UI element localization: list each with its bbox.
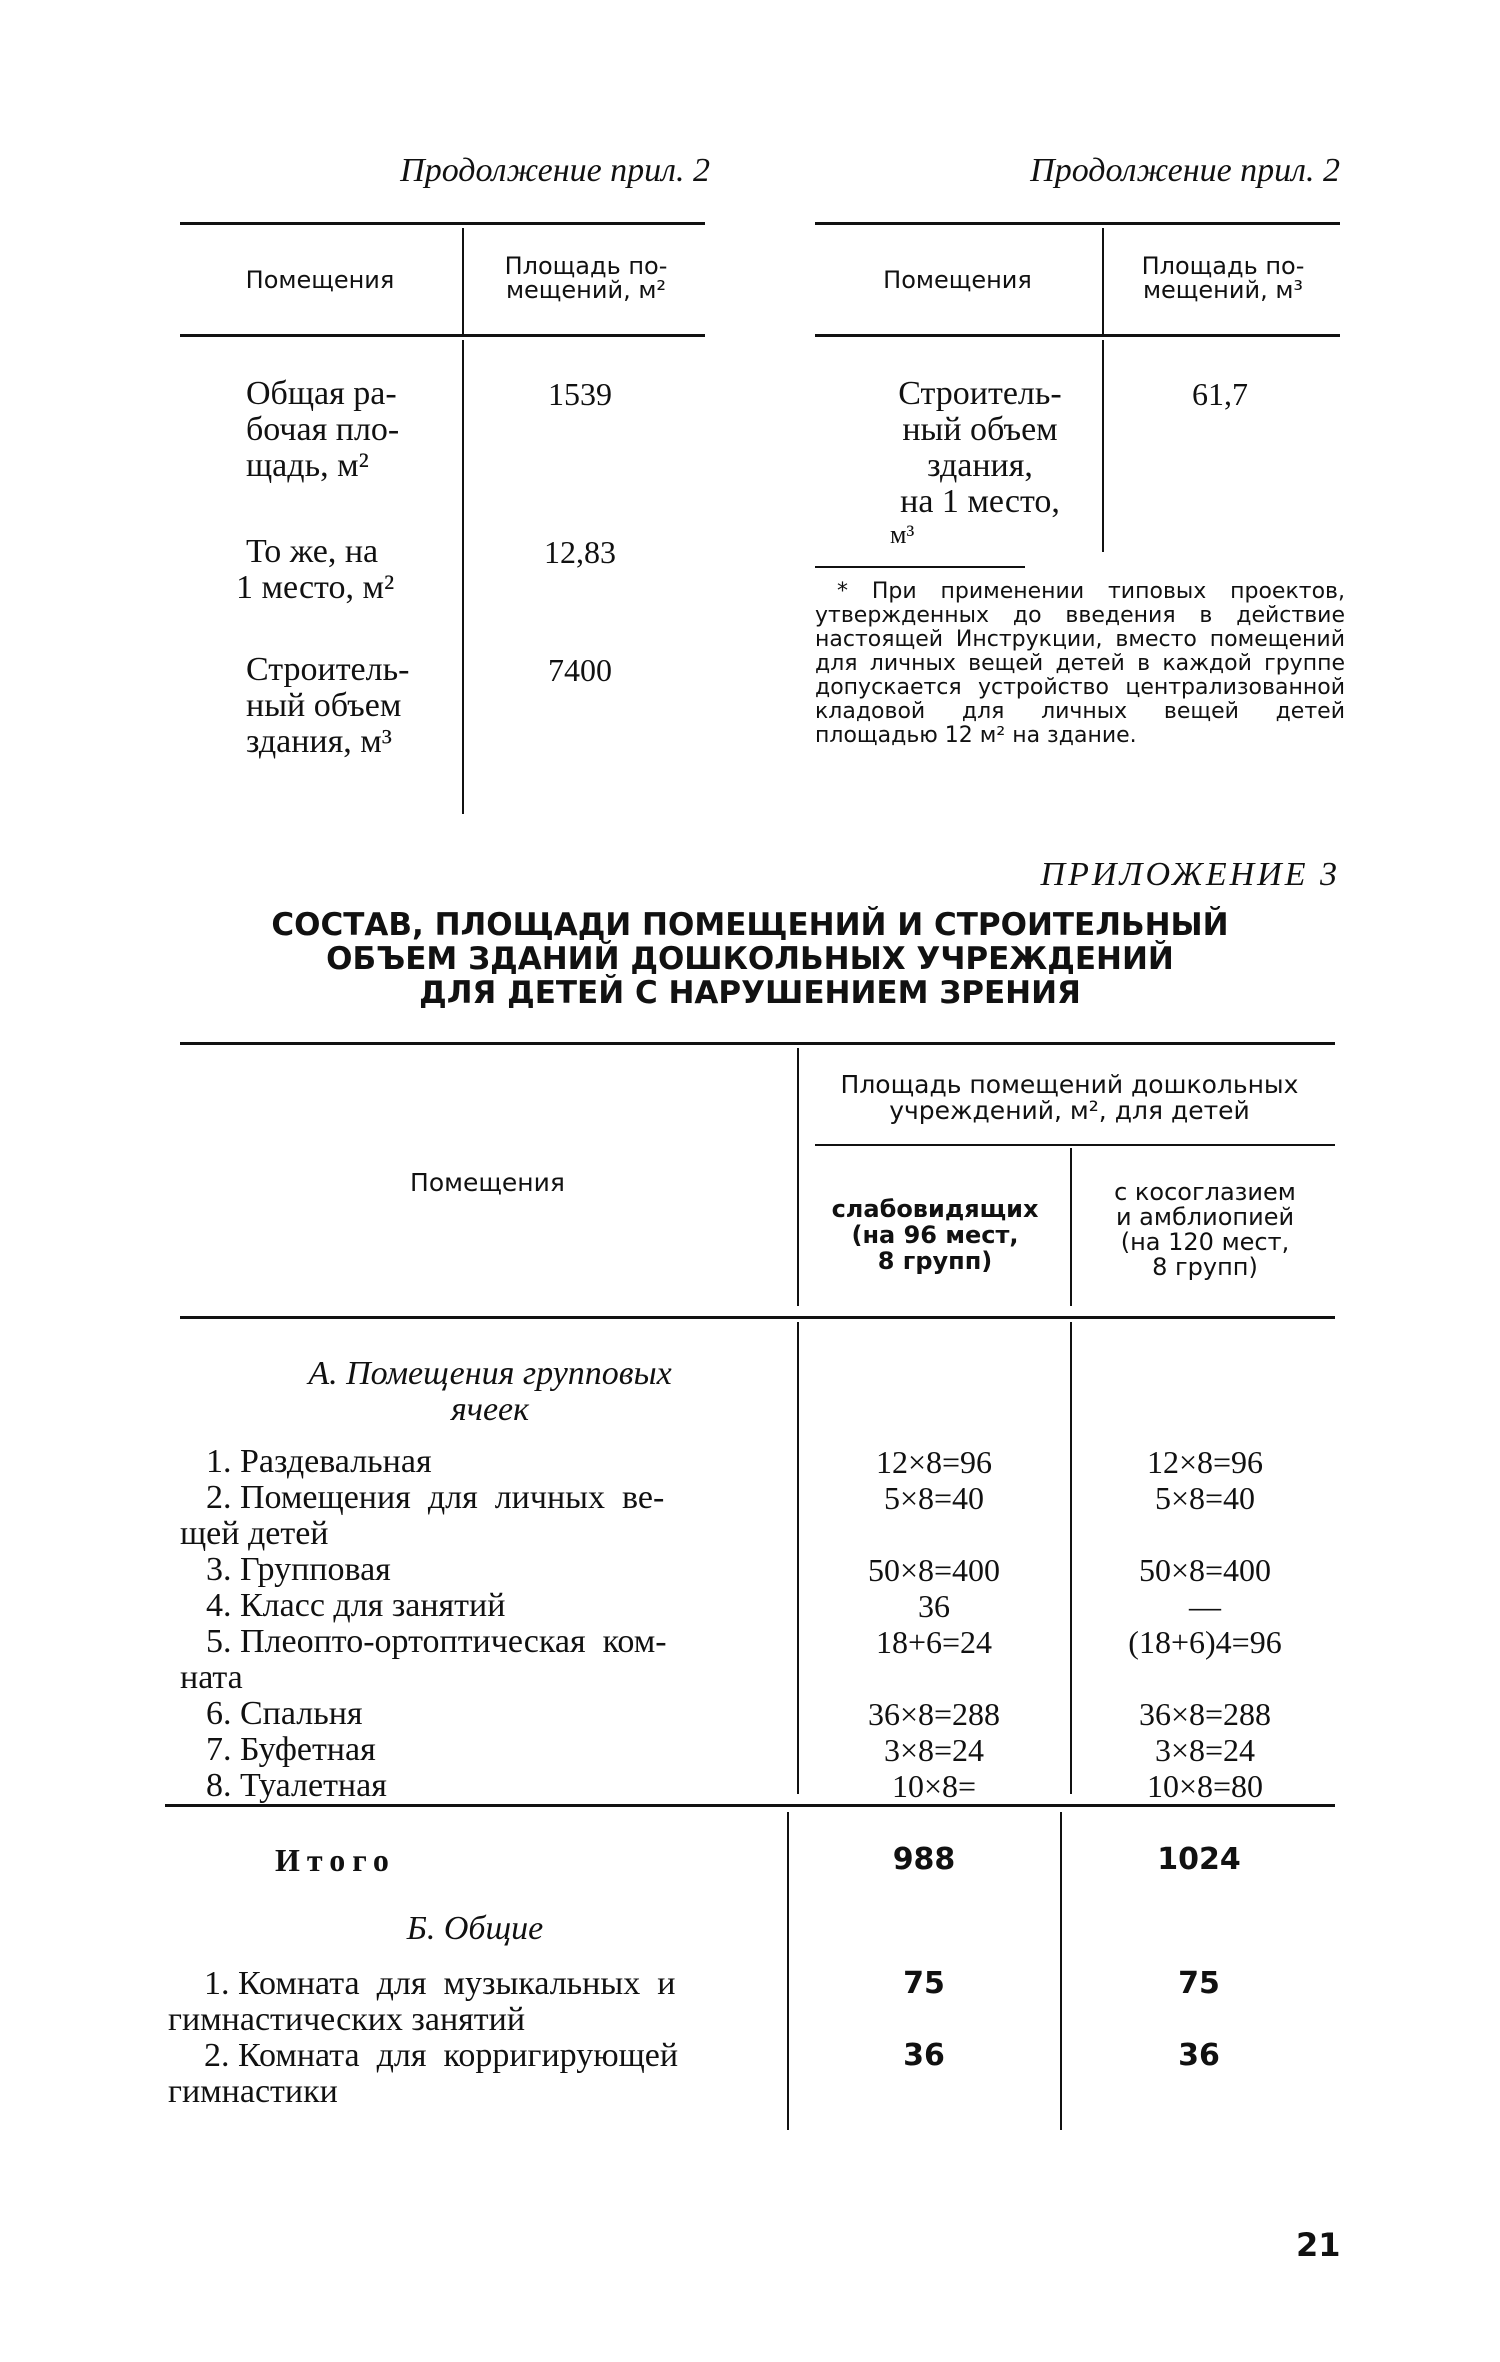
- left-col-area-header: [466, 254, 706, 302]
- left-table-header-rule: [180, 334, 705, 337]
- left-row-per-place: [236, 534, 456, 606]
- left-col-area-header-line2: мещений, м²: [505, 276, 667, 304]
- main-subheader-line: 8 групп): [877, 1247, 993, 1275]
- main-group-header: [802, 1072, 1337, 1124]
- left-col-area-header-line1: Площадь по-: [504, 252, 668, 280]
- row-value-strabismus: 5×8=40: [1154, 1480, 1256, 1516]
- right-row-label-line: на 1 место,: [900, 483, 1060, 520]
- section-b-heading: Б. Общие: [406, 1910, 544, 1947]
- main-subheader-line: 8 групп): [1152, 1253, 1258, 1281]
- row-value-low-vision: 36: [918, 1588, 950, 1624]
- footnote-text: * При применении типовых проектов, утвержденных до введения в действие настоящей Инструкции, вместо помещений для личных вещей детей в каждой группе допускается устройство централизованной кладовой для личных вещей детей площадью 12 м² на здание.: [815, 579, 1345, 748]
- main-subheader-strabismus: [1074, 1180, 1336, 1280]
- appendix-title-line: ОБЪЕМ ЗДАНИЙ ДОШКОЛЬНЫХ УЧРЕЖДЕНИЙ: [326, 941, 1174, 977]
- row-value-low-vision: 75: [903, 1966, 945, 2001]
- right-table-top-rule: [815, 222, 1340, 225]
- table-row: [180, 1444, 770, 1480]
- row-label: 5. Плеопто-ортоптическая ком-: [206, 1623, 667, 1660]
- row-value-low-vision: 36×8=288: [867, 1696, 1001, 1732]
- right-continuation-label: Продолжение прил. 2: [1030, 152, 1340, 189]
- main-header-divider-2: [1070, 1148, 1072, 1306]
- main-body-divider-2: [1070, 1322, 1072, 1794]
- right-col-area-header: [1106, 254, 1340, 302]
- left-row-label-line: То же, на: [246, 533, 379, 570]
- row-value-low-vision: 3×8=24: [883, 1732, 985, 1768]
- main-subheader-rule: [815, 1144, 1335, 1146]
- main-body-divider-1b: [787, 1812, 789, 2130]
- row-label: 1. Раздевальная: [206, 1443, 432, 1480]
- appendix-label: ПРИЛОЖЕНИЕ 3: [1040, 856, 1340, 893]
- row-label: 3. Групповая: [206, 1551, 391, 1588]
- main-subheader-line: (на 96 мест,: [851, 1221, 1019, 1249]
- table-row: [168, 2038, 748, 2110]
- left-row-building-volume: [246, 652, 446, 760]
- left-table-header-divider: [462, 228, 464, 336]
- left-row-value: 12,83: [544, 534, 616, 570]
- row-value-low-vision: 18+6=24: [875, 1624, 993, 1660]
- row-value-strabismus: —: [1189, 1588, 1221, 1624]
- right-row-building-volume-per-place: [860, 376, 1100, 550]
- row-label-continuation: гимнастических занятий: [168, 2001, 526, 2038]
- row-value-low-vision: 36: [903, 2038, 945, 2073]
- left-row-value: 7400: [548, 652, 612, 688]
- left-row-label-line: Строитель-: [246, 651, 410, 688]
- main-group-header-line: Площадь помещений дошкольных: [840, 1070, 1299, 1099]
- main-subheader-line: и амблиопией: [1115, 1203, 1295, 1231]
- row-label-continuation: ната: [180, 1659, 243, 1696]
- row-value-strabismus: 36: [1178, 2038, 1220, 2073]
- right-table-header-rule: [815, 334, 1340, 337]
- appendix-title: [160, 908, 1340, 1010]
- page-number: 21: [1296, 2226, 1341, 2264]
- left-row-label-line: щадь, м²: [246, 447, 369, 484]
- appendix-title-line: СОСТАВ, ПЛОЩАДИ ПОМЕЩЕНИЙ И СТРОИТЕЛЬНЫЙ: [271, 907, 1229, 943]
- right-row-label-line: Строитель-: [898, 375, 1062, 412]
- table-row: [180, 1624, 770, 1696]
- table-row: [180, 1552, 770, 1588]
- row-label: 8. Туалетная: [206, 1767, 387, 1804]
- left-row-label-line: бочая пло-: [246, 411, 400, 448]
- table-row: [168, 1966, 748, 2038]
- section-a-heading-line: ячеек: [450, 1391, 530, 1428]
- row-value-strabismus: 36×8=288: [1138, 1696, 1272, 1732]
- right-row-label-line: ный объем: [902, 411, 1058, 448]
- row-label: 2. Помещения для личных ве-: [206, 1479, 665, 1516]
- total-value-low-vision: 988: [892, 1842, 956, 1877]
- right-col-area-header-line1: Площадь по-: [1141, 252, 1305, 280]
- section-a-heading-line: А. Помещения групповых: [308, 1355, 672, 1392]
- table-row: [180, 1768, 770, 1804]
- main-col-room-header: Помещения: [410, 1168, 565, 1197]
- row-label: 2. Комната для корригирующей: [204, 2037, 679, 2074]
- row-value-strabismus: 50×8=400: [1138, 1552, 1272, 1588]
- main-subheader-line: с косоглазием: [1114, 1178, 1296, 1206]
- row-label-continuation: гимнастики: [168, 2073, 338, 2110]
- table-row: [180, 1696, 770, 1732]
- row-label: 4. Класс для занятий: [206, 1587, 506, 1624]
- main-header-bottom-rule: [180, 1316, 1335, 1319]
- footnote-rule: [815, 566, 1025, 568]
- total-value-strabismus: 1024: [1157, 1842, 1241, 1877]
- main-body-divider-2b: [1060, 1812, 1062, 2130]
- right-table-header-divider: [1102, 228, 1104, 336]
- table-row: [180, 1732, 770, 1768]
- row-value-low-vision: 5×8=40: [883, 1480, 985, 1516]
- row-value-low-vision: 10×8=: [891, 1768, 977, 1804]
- right-col-area-header-line2: мещений, м³: [1142, 276, 1304, 304]
- main-subheader-low-vision: [802, 1196, 1068, 1274]
- right-row-label-line: м³: [890, 520, 915, 549]
- main-group-header-line: учреждений, м², для детей: [889, 1096, 1250, 1125]
- row-value-low-vision: 12×8=96: [875, 1444, 993, 1480]
- row-value-low-vision: 50×8=400: [867, 1552, 1001, 1588]
- row-label: 6. Спальня: [206, 1695, 363, 1732]
- main-table-top-rule: [180, 1042, 1335, 1045]
- left-row-label-line: 1 место, м²: [236, 569, 395, 606]
- table-row: [180, 1588, 770, 1624]
- row-label: 7. Буфетная: [206, 1731, 376, 1768]
- right-row-value: 61,7: [1192, 376, 1248, 412]
- appendix-title-line: ДЛЯ ДЕТЕЙ С НАРУШЕНИЕМ ЗРЕНИЯ: [419, 975, 1081, 1011]
- left-row-value: 1539: [548, 376, 612, 412]
- row-label-continuation: щей детей: [180, 1515, 329, 1552]
- section-a-heading: [180, 1356, 800, 1428]
- left-table-body-divider: [462, 340, 464, 814]
- right-table-body-divider: [1102, 340, 1104, 552]
- left-row-label-line: здания, м³: [246, 723, 392, 760]
- section-a-bottom-rule: [165, 1804, 1335, 1807]
- left-row-label-line: Общая ра-: [246, 375, 397, 412]
- right-col-room-header: Помещения: [883, 266, 1032, 294]
- main-header-divider-1: [797, 1048, 799, 1306]
- total-label: Итого: [275, 1842, 396, 1878]
- left-row-work-area: [246, 376, 446, 484]
- row-value-strabismus: 10×8=80: [1146, 1768, 1264, 1804]
- table-row: [180, 1480, 770, 1552]
- main-subheader-line: слабовидящих: [831, 1195, 1039, 1223]
- row-value-strabismus: 75: [1178, 1966, 1220, 2001]
- left-continuation-label: Продолжение прил. 2: [400, 152, 710, 189]
- right-row-label-line: здания,: [927, 447, 1033, 484]
- main-subheader-line: (на 120 мест,: [1120, 1228, 1290, 1256]
- row-label: 1. Комната для музыкальных и: [204, 1965, 676, 2002]
- row-value-strabismus: 3×8=24: [1154, 1732, 1256, 1768]
- left-table-top-rule: [180, 222, 705, 225]
- left-col-room-header: Помещения: [245, 266, 395, 294]
- row-value-strabismus: (18+6)4=96: [1128, 1624, 1282, 1660]
- left-row-label-line: ный объем: [246, 687, 402, 724]
- row-value-strabismus: 12×8=96: [1146, 1444, 1264, 1480]
